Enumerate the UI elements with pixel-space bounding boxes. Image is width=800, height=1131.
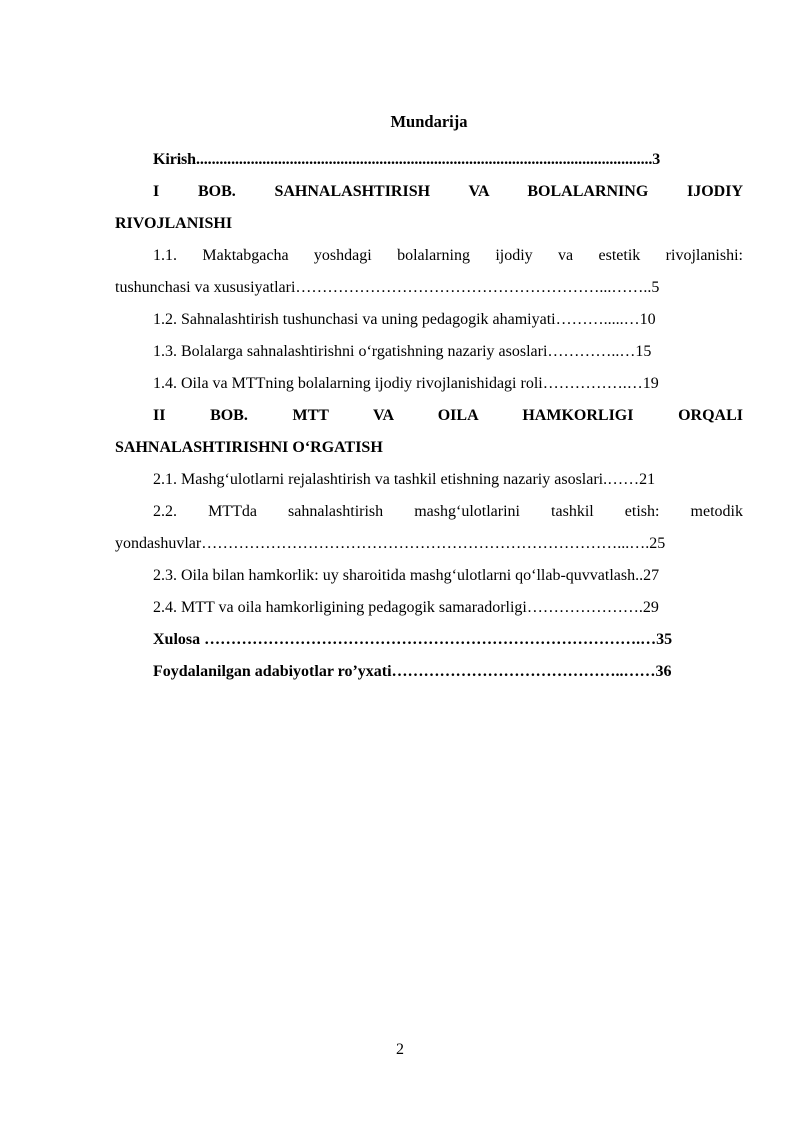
toc-entry-xulosa[interactable]: Xulosa ……………………………………………………………………….…35 xyxy=(153,631,673,648)
toc-chapter-2-line2[interactable]: SAHNALASHTIRISHNI O‘RGATISH xyxy=(115,439,383,456)
toc-entry-1-1-line1[interactable]: 1.1. Maktabgacha yoshdagi bolalarning ijodiy va estetik rivojlanishi: xyxy=(153,247,743,264)
toc-chapter-1-heading[interactable] xyxy=(115,176,743,208)
toc-entry-1-3[interactable]: 1.3. Bolalarga sahnalashtirishni o‘rgatishning nazariy asoslari…………..…15 xyxy=(153,343,652,360)
toc-entry-1-4[interactable]: 1.4. Oila va MTTning bolalarning ijodiy rivojlanishidagi roli…………….…19 xyxy=(153,375,659,392)
page-number: 2 xyxy=(396,1041,404,1058)
toc-entry-2-2-line1[interactable]: 2.2. MTTda sahnalashtirish mashg‘ulotlarini tashkil etish: metodik xyxy=(153,503,743,520)
toc-chapter-2-line1[interactable]: II BOB. MTT VA OILA HAMKORLIGI ORQALI xyxy=(153,407,743,424)
toc-entry-2-2-line2[interactable]: yondashuvlar……………………………………………………………………...….25 xyxy=(115,535,666,552)
toc-chapter-1-line2[interactable]: RIVOJLANISHI xyxy=(115,215,233,232)
toc-entry-2-4[interactable]: 2.4. MTT va oila hamkorligining pedagogik samaradorligi………………….29 xyxy=(153,599,659,616)
toc-entry-2-1[interactable]: 2.1. Mashg‘ulotlarni rejalashtirish va tashkil etishning nazariy asoslari.……21 xyxy=(153,471,656,488)
toc-entry-adabiyotlar[interactable]: Foydalanilgan adabiyotlar ro’yxati……………………………………..……36 xyxy=(153,663,672,680)
toc-entry-2-3[interactable]: 2.3. Oila bilan hamkorlik: uy sharoitida mashg‘ulotlarni qo‘llab-quvvatlash..27 xyxy=(153,567,660,584)
toc-chapter-1-line1: I BOB. SAHNALASHTIRISH VA BOLALARNING IJODIY xyxy=(153,183,743,200)
table-of-contents xyxy=(115,112,743,688)
toc-entry-kirish[interactable]: Kirish.....................................................................................................................3 xyxy=(153,151,661,168)
toc-entry-1-2[interactable]: 1.2. Sahnalashtirish tushunchasi va uning pedagogik ahamiyati……….....…10 xyxy=(153,311,656,328)
toc-title: Mundarija xyxy=(390,112,468,131)
toc-entry-1-1-line2[interactable]: tushunchasi va xususiyatlari…………………………………………………...……..5 xyxy=(115,279,660,296)
